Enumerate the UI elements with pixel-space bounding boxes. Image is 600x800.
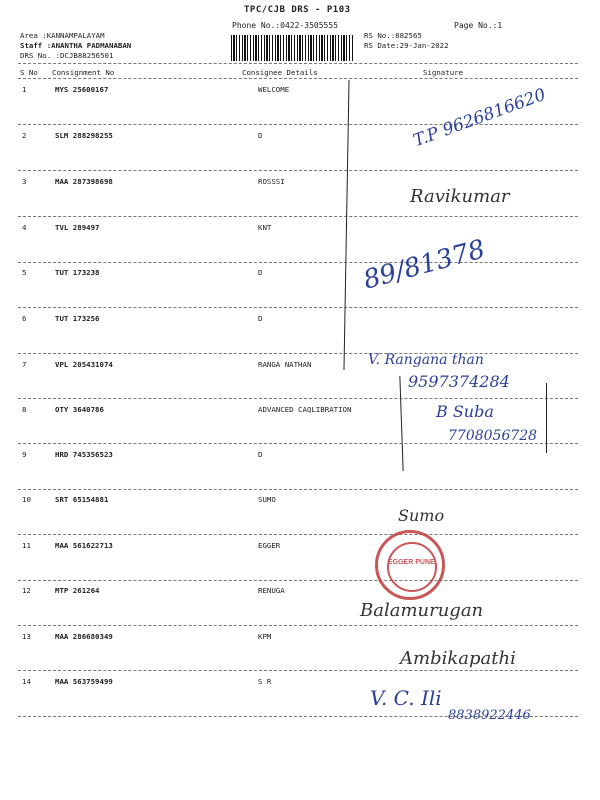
signature-row-7-phone: 9597374284 bbox=[408, 372, 510, 391]
header-rule-top bbox=[18, 63, 578, 64]
row-consignee: D bbox=[258, 131, 263, 140]
signature-row-3: Ravikumar bbox=[410, 186, 510, 207]
row-consignment: TVL 289497 bbox=[55, 223, 100, 232]
row-divider bbox=[18, 670, 578, 671]
row-divider bbox=[18, 489, 578, 490]
row-consignee: KPM bbox=[258, 632, 272, 641]
row-consignee: ROSSSI bbox=[258, 177, 285, 186]
signature-row-2: T.P 9626816620 bbox=[410, 84, 549, 152]
drs-number: DRS No. :DCJB88256501 bbox=[20, 51, 114, 60]
row-consignment: MAA 286680349 bbox=[55, 632, 113, 641]
row-sno: 2 bbox=[22, 131, 27, 140]
row-sno: 6 bbox=[22, 314, 27, 323]
signature-row-4: 89/81378 bbox=[360, 234, 489, 296]
row-divider bbox=[18, 353, 578, 354]
col-header-sno: S No bbox=[20, 68, 38, 77]
row-consignment: SRT 65154881 bbox=[55, 495, 109, 504]
row-sno: 10 bbox=[22, 495, 31, 504]
row-sno: 14 bbox=[22, 677, 31, 686]
row-consignee: D bbox=[258, 314, 263, 323]
row-consignment: MTP 261264 bbox=[55, 586, 100, 595]
staff-label: Staff :ANANTHA PADMANABAN bbox=[20, 41, 132, 50]
row-divider bbox=[18, 262, 578, 263]
row-consignee: RANGA NATHAN bbox=[258, 360, 312, 369]
rs-date: RS Date:29-Jan-2022 bbox=[364, 41, 449, 50]
col-header-consignment: Consignment No bbox=[52, 68, 115, 77]
phone-number: Phone No.:0422-3505555 bbox=[232, 21, 338, 30]
bracket-line bbox=[546, 383, 547, 453]
row-consignee: S R bbox=[258, 677, 272, 686]
page-number: Page No.:1 bbox=[454, 21, 503, 30]
row-consignee: RENUGA bbox=[258, 586, 285, 595]
row-divider bbox=[18, 124, 578, 125]
row-consignment: MAA 287398698 bbox=[55, 177, 113, 186]
row-divider bbox=[18, 580, 578, 581]
row-consignee: WELCOME bbox=[258, 85, 290, 94]
row-consignment: MAA 563759499 bbox=[55, 677, 113, 686]
row-sno: 5 bbox=[22, 268, 27, 277]
row-divider bbox=[18, 398, 578, 399]
stamp-text: EGGER PUNE bbox=[388, 559, 435, 566]
row-sno: 12 bbox=[22, 586, 31, 595]
barcode bbox=[231, 35, 353, 61]
row-sno: 13 bbox=[22, 632, 31, 641]
row-divider bbox=[18, 216, 578, 217]
row-sno: 3 bbox=[22, 177, 27, 186]
row-sno: 1 bbox=[22, 85, 27, 94]
row-consignee: D bbox=[258, 268, 263, 277]
company-stamp bbox=[375, 530, 445, 600]
rs-number: RS No.:882565 bbox=[364, 31, 422, 40]
row-sno: 4 bbox=[22, 223, 27, 232]
document-title: TPC/CJB DRS - P103 bbox=[244, 5, 351, 15]
col-header-consignee: Consignee Details bbox=[242, 68, 318, 77]
row-sno: 11 bbox=[22, 541, 31, 550]
row-consignee: KNT bbox=[258, 223, 272, 232]
row-consignee: EGGER bbox=[258, 541, 281, 550]
row-divider bbox=[18, 170, 578, 171]
signature-row-14-name: V. C. Ili bbox=[370, 686, 442, 710]
row-consignee: ADVANCED CAQLIBRATION bbox=[258, 405, 352, 414]
row-consignee: D bbox=[258, 450, 263, 459]
row-divider bbox=[18, 307, 578, 308]
signature-row-13: Ambikapathi bbox=[400, 648, 516, 669]
row-consignee: SUMO bbox=[258, 495, 276, 504]
row-consignment: TUT 173238 bbox=[55, 268, 100, 277]
row-consignment: MAA 561622713 bbox=[55, 541, 113, 550]
header-rule-bottom bbox=[18, 78, 578, 79]
row-divider bbox=[18, 534, 578, 535]
signature-row-8-phone: 7708056728 bbox=[448, 428, 538, 444]
row-consignment: VPL 205431074 bbox=[55, 360, 113, 369]
row-sno: 9 bbox=[22, 450, 27, 459]
bracket-line bbox=[399, 376, 403, 471]
signature-row-8-name: B Suba bbox=[436, 402, 494, 421]
signature-row-14-phone: 8838922446 bbox=[448, 708, 531, 723]
signature-row-10: Sumo bbox=[398, 506, 445, 525]
row-consignment: HRD 745356523 bbox=[55, 450, 113, 459]
signature-row-12: Balamurugan bbox=[360, 600, 484, 621]
row-consignment: SLM 288298255 bbox=[55, 131, 113, 140]
row-sno: 7 bbox=[22, 360, 27, 369]
row-consignment: TUT 173256 bbox=[55, 314, 100, 323]
row-consignment: OTY 3640786 bbox=[55, 405, 104, 414]
signature-row-7-name: V. Rangana than bbox=[368, 352, 484, 368]
row-consignment: MYS 25600167 bbox=[55, 85, 109, 94]
area-label: Area :KANNAMPALAYAM bbox=[20, 31, 105, 40]
row-divider bbox=[18, 625, 578, 626]
row-sno: 8 bbox=[22, 405, 27, 414]
col-header-signature: Signature bbox=[423, 68, 464, 77]
